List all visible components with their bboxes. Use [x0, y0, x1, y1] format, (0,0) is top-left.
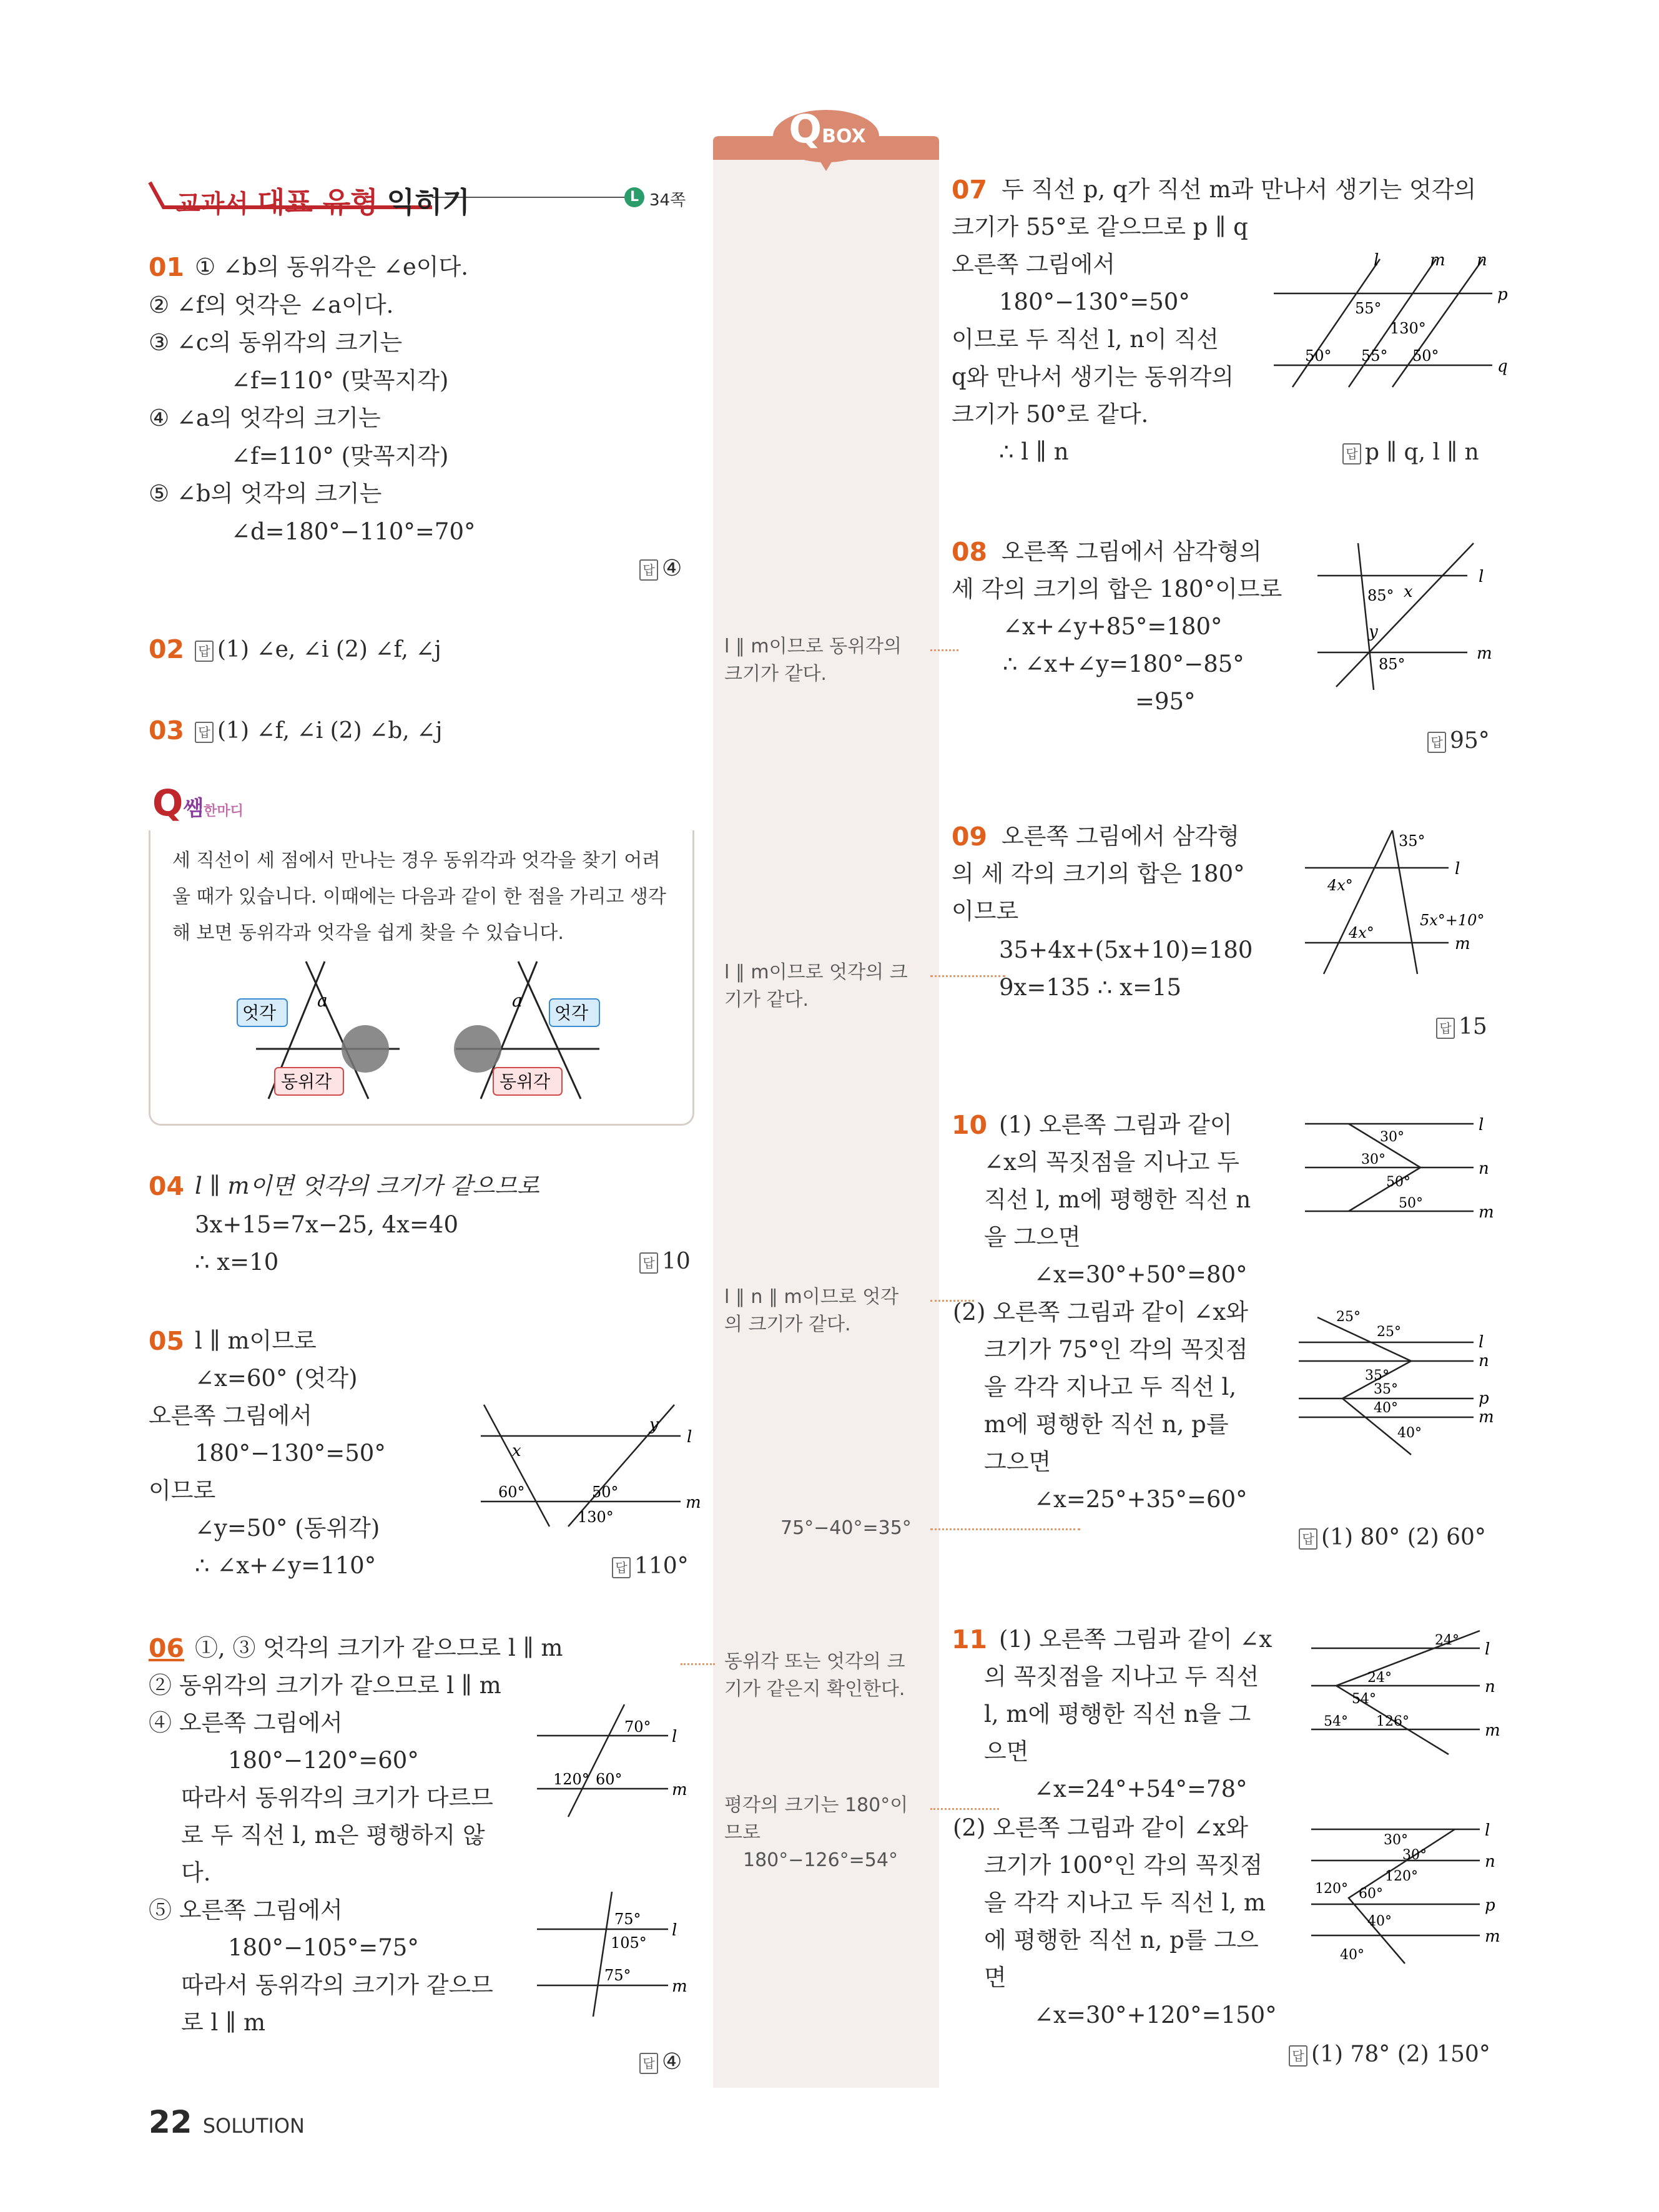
problem-number: 08	[952, 537, 988, 567]
svg-text:x: x	[1404, 582, 1413, 601]
solution-line: 180°−105°=75°	[228, 1934, 419, 1961]
svg-text:y: y	[1369, 622, 1378, 641]
problem-number: 02	[149, 634, 185, 664]
solution-line: ∠x의 꼭짓점을 지나고 두	[984, 1149, 1239, 1176]
svg-text:55°: 55°	[1361, 347, 1388, 365]
answer-icon: 답	[1436, 1018, 1455, 1039]
tip-logo: Q쌤한마디	[152, 782, 244, 824]
svg-text:l: l	[1479, 568, 1484, 586]
solution-line: 오른쪽 그림에서 삼각형의	[1002, 538, 1262, 565]
svg-text:35°: 35°	[1365, 1368, 1389, 1384]
footer-label: SOLUTION	[202, 2114, 305, 2138]
svg-text:p: p	[1497, 285, 1508, 304]
svg-text:60°: 60°	[596, 1771, 623, 1788]
svg-text:50°: 50°	[592, 1483, 619, 1501]
svg-text:l: l	[1485, 1821, 1490, 1840]
svg-text:n: n	[1479, 1352, 1489, 1370]
qbox-note: l ∥ m이므로 엇각의 크 기가 같다.	[724, 961, 908, 1011]
figure-11-2	[1299, 1811, 1511, 1979]
solution-line: ∠f=110° (맞꼭지각)	[231, 367, 449, 394]
solution-line: 그으면	[984, 1448, 1051, 1475]
svg-text:q: q	[1497, 357, 1508, 376]
svg-text:54°: 54°	[1352, 1691, 1376, 1707]
solution-line: 180°−130°=50°	[195, 1440, 386, 1467]
solution-line: ① ∠b의 동위각은 ∠e이다.	[195, 253, 468, 280]
figure-06-4	[531, 1698, 699, 1823]
svg-text:40°: 40°	[1340, 1947, 1364, 1963]
solution-line: q와 만나서 생기는 동위각의	[952, 363, 1234, 390]
svg-text:엇각: 엇각	[554, 1003, 589, 1023]
note-connector	[930, 975, 1005, 977]
solution-line: 로 l ∥ m	[181, 2009, 266, 2036]
answer: 답 (1) ∠e, ∠i (2) ∠f, ∠j	[195, 637, 441, 662]
svg-text:4x°: 4x°	[1327, 877, 1353, 894]
answer: 답 (1) 80° (2) 60°	[1299, 1525, 1486, 1550]
lesson-ref-page: 34쪽	[649, 191, 686, 210]
solution-line: 크기가 100°인 각의 꼭짓점	[984, 1852, 1263, 1879]
solution-line: 따라서 동위각의 크기가 다르므	[181, 1784, 493, 1811]
qbox-note: 동위각 또는 엇각의 크 기가 같은지 확인한다.	[724, 1651, 905, 1700]
solution-line: ② 동위각의 크기가 같으므로 l ∥ m	[149, 1672, 501, 1699]
svg-text:40°: 40°	[1374, 1400, 1398, 1416]
answer-icon: 답	[1299, 1528, 1317, 1550]
solution-line: =95°	[1135, 688, 1196, 715]
svg-text:30°: 30°	[1384, 1832, 1408, 1848]
svg-text:35°: 35°	[1399, 832, 1425, 850]
solution-line: ①, ③ 엇각의 크기가 같으므로 l ∥ m	[195, 1634, 563, 1661]
svg-text:55°: 55°	[1355, 300, 1382, 317]
solution-line: ④ ∠a의 엇각의 크기는	[149, 405, 381, 431]
answer-icon: 답	[195, 722, 214, 743]
qbox-logo: QBOX	[789, 106, 866, 152]
figure-07	[1268, 250, 1511, 393]
solution-line: ④ 오른쪽 그림에서	[149, 1709, 343, 1736]
solution-line: ∠x=60° (엇각)	[195, 1365, 358, 1392]
problem-number: 10	[952, 1110, 988, 1140]
svg-text:p: p	[1479, 1389, 1489, 1408]
svg-text:p: p	[1485, 1896, 1495, 1915]
svg-text:75°: 75°	[604, 1967, 631, 1984]
svg-text:n: n	[1485, 1678, 1495, 1696]
svg-text:5x°+10°: 5x°+10°	[1420, 912, 1485, 929]
svg-text:85°: 85°	[1367, 587, 1394, 604]
svg-text:75°: 75°	[614, 1910, 641, 1928]
solution-line: 크기가 55°로 같으므로 p ∥ q	[952, 214, 1248, 240]
solution-line: 을 각각 지나고 두 직선 l, m	[984, 1889, 1266, 1916]
answer-icon: 답	[612, 1557, 631, 1578]
svg-text:50°: 50°	[1412, 347, 1439, 365]
solution-line: 두 직선 p, q가 직선 m과 만나서 생기는 엇각의	[1002, 176, 1477, 203]
figure-09	[1299, 824, 1511, 986]
svg-text:m: m	[672, 1781, 687, 1799]
svg-text:35°: 35°	[1374, 1382, 1398, 1397]
svg-text:m: m	[686, 1493, 701, 1512]
page-number: 22	[149, 2104, 192, 2140]
solution-line: 오른쪽 그림에서	[952, 251, 1115, 278]
figure-05	[468, 1398, 699, 1530]
svg-text:60°: 60°	[498, 1483, 525, 1501]
problem-number: 05	[149, 1326, 185, 1356]
svg-text:m: m	[1479, 1408, 1494, 1427]
answer-icon: 답	[639, 559, 658, 581]
solution-line: 35+4x+(5x+10)=180	[999, 936, 1253, 963]
solution-line: ⑤ 오른쪽 그림에서	[149, 1897, 343, 1924]
solution-line: (1) 오른쪽 그림과 같이 ∠x	[999, 1626, 1273, 1653]
svg-text:l: l	[1479, 1333, 1484, 1352]
section-title: 교과서 대표 유형 익히기	[176, 185, 470, 219]
answer: 답 110°	[612, 1553, 689, 1579]
svg-text:m: m	[672, 1977, 687, 1996]
svg-text:40°: 40°	[1367, 1914, 1392, 1929]
svg-text:n: n	[1477, 251, 1487, 270]
tip-diagram	[237, 955, 674, 1105]
solution-line: m에 평행한 직선 n, p를	[984, 1411, 1229, 1438]
svg-text:m: m	[1485, 1721, 1500, 1740]
solution-line: l ∥ m이므로	[195, 1327, 317, 1354]
note-connector	[930, 1528, 1080, 1530]
svg-text:4x°: 4x°	[1349, 924, 1374, 941]
solution-line: 크기가 75°인 각의 꼭짓점	[984, 1336, 1248, 1363]
svg-text:50°: 50°	[1386, 1174, 1410, 1190]
svg-text:30°: 30°	[1361, 1152, 1386, 1167]
solution-line: 오른쪽 그림에서 삼각형	[1002, 823, 1239, 850]
solution-line: ② ∠f의 엇각은 ∠a이다.	[149, 292, 394, 318]
svg-text:126°: 126°	[1376, 1714, 1409, 1729]
svg-text:30°: 30°	[1402, 1847, 1427, 1863]
answer-icon: 답	[1289, 2045, 1307, 2067]
answer: 답 p ∥ q, l ∥ n	[1342, 440, 1479, 465]
qbox-note: l ∥ n ∥ m이므로 엇각 의 크기가 같다.	[724, 1286, 899, 1335]
problem-number: 04	[149, 1171, 185, 1201]
svg-text:25°: 25°	[1377, 1324, 1401, 1340]
svg-text:동위각: 동위각	[281, 1071, 332, 1092]
solution-line: 이므로	[952, 898, 1019, 925]
solution-line: (2) 오른쪽 그림과 같이 ∠x와	[953, 1814, 1249, 1841]
solution-line: 에 평행한 직선 n, p를 그으	[984, 1927, 1259, 1954]
svg-text:l: l	[1374, 251, 1379, 270]
svg-text:m: m	[1455, 935, 1470, 953]
svg-text:l: l	[672, 1921, 677, 1940]
svg-text:a: a	[317, 990, 328, 1011]
svg-text:25°: 25°	[1336, 1309, 1361, 1325]
svg-text:엇각: 엇각	[242, 1003, 277, 1023]
svg-text:m: m	[1479, 1203, 1494, 1222]
solution-line: (2) 오른쪽 그림과 같이 ∠x와	[953, 1299, 1249, 1325]
problem-number: 11	[952, 1625, 988, 1654]
problem-number: 09	[952, 822, 988, 852]
solution-line: ∴ ∠x+∠y=180°−85°	[1003, 651, 1244, 677]
solution-line: ∠x+∠y+85°=180°	[1003, 613, 1223, 640]
solution-line: ③ ∠c의 동위각의 크기는	[149, 329, 403, 356]
solution-line: ∠f=110° (맞꼭지각)	[231, 443, 449, 469]
svg-text:m: m	[1485, 1927, 1500, 1946]
answer: 답 15	[1436, 1014, 1487, 1040]
solution-line: ∠x=30°+50°=80°	[1034, 1261, 1248, 1288]
svg-text:40°: 40°	[1397, 1425, 1422, 1441]
svg-text:120°: 120°	[553, 1771, 589, 1788]
figure-10-1	[1299, 1105, 1511, 1230]
problem-number: 01	[149, 252, 185, 282]
answer-icon: 답	[1342, 443, 1361, 465]
qbox-note: 평각의 크기는 180°이 므로 180°−126°=54°	[724, 1794, 908, 1871]
note-connector	[681, 1663, 715, 1665]
solution-line: ∴ x=10	[195, 1249, 279, 1276]
note-connector	[930, 649, 958, 651]
svg-text:a: a	[512, 990, 523, 1011]
solution-line: 으면	[984, 1738, 1029, 1765]
solution-line: 을 그으면	[984, 1224, 1081, 1251]
solution-line: 다.	[181, 1859, 211, 1886]
qbox-note: l ∥ m이므로 동위각의 크기가 같다.	[724, 636, 902, 685]
page-footer	[149, 2104, 305, 2140]
solution-line: ∠x=30°+120°=150°	[1034, 2002, 1277, 2028]
solution-line: ∴ ∠x+∠y=110°	[195, 1552, 377, 1579]
svg-text:54°: 54°	[1324, 1714, 1348, 1729]
svg-text:105°: 105°	[611, 1934, 647, 1952]
svg-text:30°: 30°	[1380, 1129, 1404, 1145]
answer: 답 (1) ∠f, ∠i (2) ∠b, ∠j	[195, 718, 443, 744]
svg-text:70°: 70°	[624, 1718, 651, 1736]
solution-line: 이므로 두 직선 l, n이 직선	[952, 326, 1219, 353]
solution-line: 이므로	[149, 1477, 216, 1504]
svg-text:24°: 24°	[1367, 1670, 1392, 1686]
svg-text:동위각: 동위각	[500, 1071, 551, 1092]
solution-line: 3x+15=7x−25, 4x=40	[195, 1211, 458, 1238]
solution-line: 면	[984, 1964, 1007, 1991]
solution-line: 180°−120°=60°	[228, 1747, 419, 1774]
solution-line: 을 각각 지나고 두 직선 l,	[984, 1374, 1237, 1400]
svg-text:l: l	[687, 1428, 692, 1447]
svg-text:60°: 60°	[1359, 1886, 1383, 1902]
answer: 답 (1) 78° (2) 150°	[1289, 2042, 1490, 2067]
figure-10-2	[1286, 1299, 1511, 1473]
problem-number: 03	[149, 715, 185, 745]
svg-text:130°: 130°	[1390, 320, 1426, 337]
solution-line: ∴ l ∥ n	[999, 438, 1069, 465]
svg-text:l: l	[1455, 860, 1460, 878]
figure-11-1	[1299, 1623, 1511, 1761]
svg-text:l: l	[672, 1728, 677, 1746]
solution-line: (1) 오른쪽 그림과 같이	[999, 1111, 1233, 1138]
lesson-ref-icon: L	[624, 187, 644, 207]
solution-line: 의 세 각의 크기의 합은 180°	[952, 860, 1245, 887]
svg-text:120°: 120°	[1315, 1881, 1348, 1897]
svg-text:y: y	[649, 1415, 659, 1434]
solution-line: ∠y=50° (동위각)	[195, 1515, 380, 1541]
tip-line: 세 직선이 세 점에서 만나는 경우 동위각과 엇각을 찾기 어려	[172, 850, 661, 872]
solution-line: 180°−130°=50°	[999, 288, 1190, 315]
svg-text:130°: 130°	[578, 1508, 614, 1526]
answer: 답 ④	[639, 556, 682, 581]
qbox-note: 75°−40°=35°	[780, 1517, 912, 1539]
svg-text:120°: 120°	[1385, 1869, 1418, 1884]
svg-text:m: m	[1430, 251, 1445, 270]
solution-line: ∠d=180°−110°=70°	[231, 518, 476, 545]
svg-text:85°: 85°	[1379, 656, 1405, 673]
tip-line: 해 보면 동위각과 엇각을 쉽게 찾을 수 있습니다.	[172, 922, 564, 944]
svg-text:50°: 50°	[1399, 1196, 1423, 1211]
solution-line: 세 각의 크기의 합은 180°이므로	[952, 576, 1282, 602]
svg-text:n: n	[1479, 1159, 1489, 1178]
answer-icon: 답	[639, 2053, 658, 2074]
tip-line: 울 때가 있습니다. 이때에는 다음과 같이 한 점을 가리고 생각	[172, 886, 666, 908]
problem-number: 06	[149, 1633, 185, 1663]
svg-text:n: n	[1485, 1852, 1495, 1871]
solution-line: 크기가 50°로 같다.	[952, 401, 1149, 428]
solution-line: ⑤ ∠b의 엇각의 크기는	[149, 480, 382, 507]
note-connector	[930, 1808, 999, 1810]
solution-line: ∠x=25°+35°=60°	[1034, 1486, 1248, 1513]
answer-icon: 답	[1427, 732, 1446, 753]
solution-line: 9x=135 ∴ x=15	[999, 974, 1182, 1001]
solution-line: 오른쪽 그림에서	[149, 1402, 312, 1429]
answer: 답 ④	[639, 2049, 682, 2075]
solution-line: l, m에 평행한 직선 n을 그	[984, 1701, 1251, 1728]
svg-text:l: l	[1485, 1640, 1490, 1659]
answer-icon: 답	[639, 1252, 658, 1274]
solution-line: 의 꼭짓점을 지나고 두 직선	[984, 1663, 1259, 1690]
answer-icon: 답	[195, 641, 214, 662]
solution-line: 직선 l, m에 평행한 직선 n	[984, 1186, 1251, 1213]
problem-number: 07	[952, 175, 988, 205]
solution-line: ∠x=24°+54°=78°	[1034, 1776, 1248, 1802]
svg-text:24°: 24°	[1435, 1633, 1459, 1648]
solution-line: 따라서 동위각의 크기가 같으므	[181, 1972, 493, 1998]
svg-text:x: x	[512, 1442, 521, 1460]
solution-line: l ∥ m이면 엇각의 크기가 같으므로	[195, 1172, 539, 1199]
svg-text:m: m	[1477, 644, 1492, 663]
figure-08	[1311, 537, 1511, 693]
solution-line: 로 두 직선 l, m은 평행하지 않	[181, 1822, 485, 1849]
svg-text:50°: 50°	[1305, 347, 1332, 365]
figure-06-5	[531, 1885, 699, 2023]
svg-text:l: l	[1479, 1116, 1484, 1134]
answer: 답 10	[639, 1249, 691, 1274]
answer: 답 95°	[1427, 728, 1490, 754]
